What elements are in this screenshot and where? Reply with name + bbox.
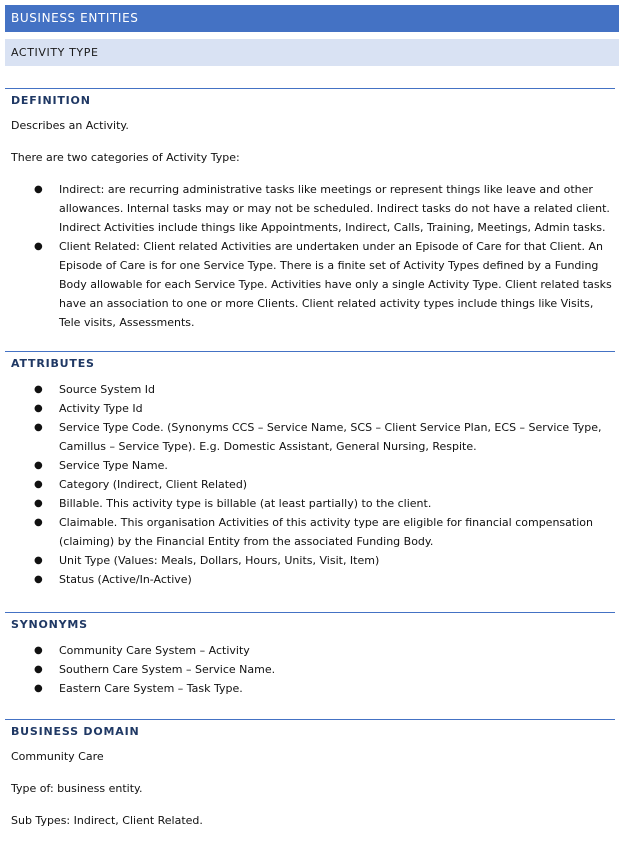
list-item-text: Billable. This activity type is billable (at least partially) to the client. — [59, 497, 432, 510]
bullet-icon: ● — [34, 555, 43, 566]
list-item-text: Client Related: Client related Activities are undertaken under an Episode of Care for that Client. An Episode of Care is for one Service Type. There is a finite set of Activity Types defined by a Funding Body allowable for each Service Type. Activities have only a single Activity Type. Client related tasks have an association to one or more Clients. Client related activity types include things like Visits, Tele visits, Assessments. — [59, 240, 612, 329]
list-item-text: Community Care System – Activity — [59, 644, 250, 657]
list-item — [5, 380, 615, 399]
definition-categories-intro: There are two categories of Activity Type: — [11, 151, 240, 164]
bullet-icon: ● — [34, 498, 43, 509]
list-item-text: Category (Indirect, Client Related) — [59, 478, 248, 491]
bullet-icon: ● — [34, 460, 43, 471]
business-domain-value: Community Care — [11, 750, 104, 763]
synonyms-section — [5, 612, 615, 698]
entity-name: ACTIVITY TYPE — [5, 39, 619, 66]
list-item — [5, 641, 615, 660]
page-title: BUSINESS ENTITIES — [5, 5, 619, 32]
bullet-icon: ● — [34, 422, 43, 433]
sub-types-text: Sub Types: Indirect, Client Related. — [11, 814, 203, 827]
business-domain-heading: BUSINESS DOMAIN — [11, 725, 140, 738]
list-item-text: Unit Type (Values: Meals, Dollars, Hours, Units, Visit, Item) — [59, 554, 380, 567]
list-item-text: Activity Type Id — [59, 402, 143, 415]
bullet-icon: ● — [34, 403, 43, 414]
list-item-text: Source System Id — [59, 383, 156, 396]
business-domain-section — [5, 719, 615, 830]
list-item — [5, 494, 615, 513]
bullet-icon: ● — [34, 241, 43, 252]
attributes-heading: ATTRIBUTES — [11, 357, 95, 370]
list-item-text: Service Type Name. — [59, 459, 168, 472]
list-item — [5, 679, 615, 698]
list-item — [5, 418, 615, 456]
definition-list — [5, 180, 615, 332]
bullet-icon: ● — [34, 645, 43, 656]
bullet-icon: ● — [34, 664, 43, 675]
list-item — [5, 456, 615, 475]
list-item-text: Eastern Care System – Task Type. — [59, 682, 243, 695]
attributes-list — [5, 380, 615, 589]
list-item — [5, 475, 615, 494]
list-item — [5, 237, 615, 332]
list-item — [5, 660, 615, 679]
synonyms-list — [5, 641, 615, 698]
list-item-text: Claimable. This organisation Activities of this activity type are eligible for financial compensation (claiming) by the Financial Entity from the associated Funding Body. — [59, 516, 593, 548]
list-item — [5, 180, 615, 237]
list-item — [5, 513, 615, 551]
bullet-icon: ● — [34, 479, 43, 490]
definition-heading: DEFINITION — [11, 94, 91, 107]
bullet-icon: ● — [34, 683, 43, 694]
definition-intro: Describes an Activity. — [11, 119, 129, 132]
list-item — [5, 399, 615, 418]
bullet-icon: ● — [34, 517, 43, 528]
list-item-text: Service Type Code. (Synonyms CCS – Service Name, SCS – Client Service Plan, ECS – Service Type, Camillus – Service Type). E.g. Domestic Assistant, General Nursing, Respite. — [59, 421, 602, 453]
definition-section — [5, 88, 615, 332]
list-item-text: Southern Care System – Service Name. — [59, 663, 276, 676]
list-item — [5, 570, 615, 589]
bullet-icon: ● — [34, 184, 43, 195]
bullet-icon: ● — [34, 574, 43, 585]
bullet-icon: ● — [34, 384, 43, 395]
list-item-text: Indirect: are recurring administrative tasks like meetings or represent things like leave and other allowances. Internal tasks may or may not be scheduled. Indirect tasks do not have a related client. Indirect Activities include things like Appointments, Indirect, Calls, Training, Meetings, Admin tasks. — [59, 183, 610, 234]
list-item — [5, 551, 615, 570]
type-of-text: Type of: business entity. — [11, 782, 143, 795]
attributes-section — [5, 351, 615, 589]
list-item-text: Status (Active/In-Active) — [59, 573, 192, 586]
synonyms-heading: SYNONYMS — [11, 618, 88, 631]
